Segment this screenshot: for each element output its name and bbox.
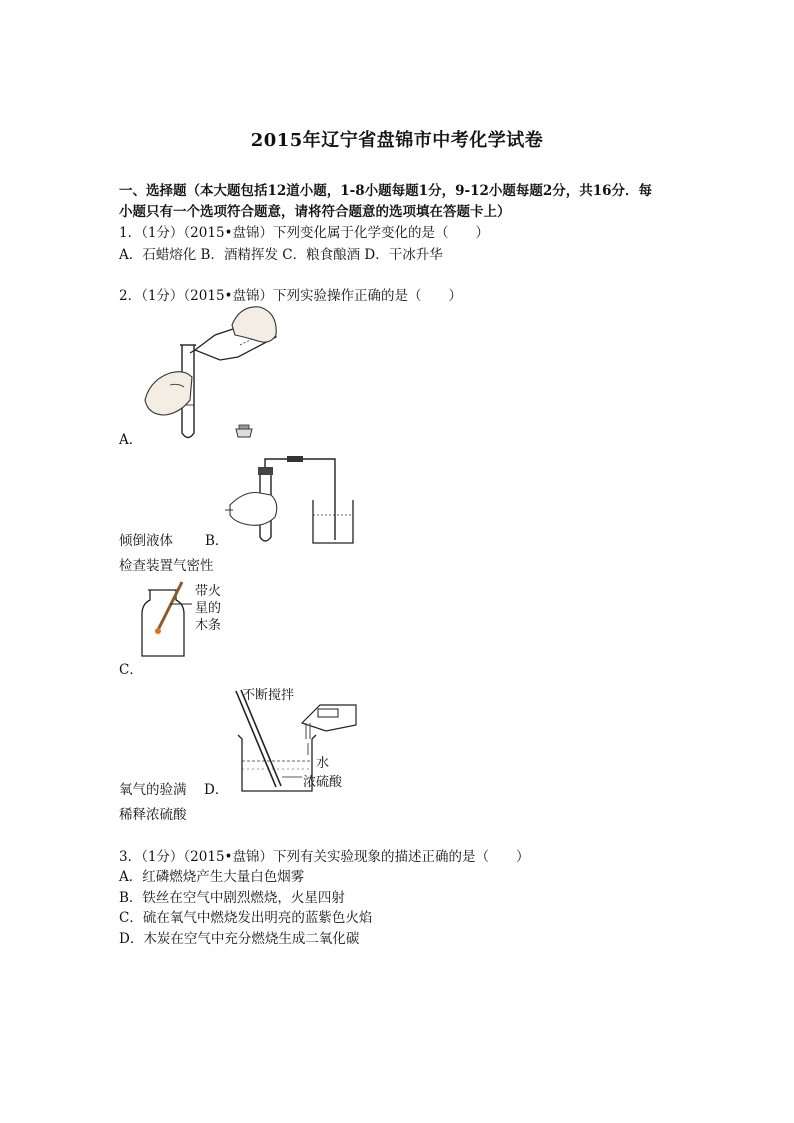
pouring-liquid-figure: [140, 305, 280, 445]
q2-stem: 2．（1分）（2015•盘锦）下列实验操作正确的是（ ）: [119, 288, 462, 304]
d-label-water: 水: [316, 756, 330, 771]
q1-stem: 1．（1分）（2015•盘锦）下列变化属于化学变化的是（ ）: [119, 225, 489, 241]
q2-option-c-letter: C．: [119, 662, 143, 678]
c-label-line3: 木条: [195, 618, 222, 633]
q3-stem: 3．（1分）（2015•盘锦）下列有关实验现象的描述正确的是（ ）: [119, 849, 530, 865]
c-label-line2: 星的: [195, 601, 222, 616]
d-label-acid: 浓硫酸: [303, 775, 343, 790]
d-label-stir: 不断搅拌: [242, 688, 295, 703]
q3-option-d: D．木炭在空气中充分燃烧生成二氧化碳: [119, 931, 360, 947]
q3-option-b: B．铁丝在空气中剧烈燃烧，火星四射: [119, 890, 345, 906]
section-header-line1: 一、选择题（本大题包括12道小题，1-8小题每题1分，9-12小题每题2分，共16分．每: [119, 183, 653, 199]
c-label-line1: 带火: [195, 584, 222, 599]
airtightness-check-figure: [225, 455, 365, 550]
section-header-line2: 小题只有一个选项符合题意，请将符合题意的选项填在答题卡上）: [119, 204, 511, 220]
q1-options: A．石蜡熔化 B．酒精挥发 C．粮食酿酒 D．干冰升华: [119, 247, 443, 263]
q2-option-d-caption: 稀释浓硫酸: [119, 807, 187, 823]
oxygen-test-figure: [140, 580, 200, 658]
q2-option-b-letter: B．: [205, 533, 229, 549]
q3-option-a: A．红磷燃烧产生大量白色烟雾: [119, 869, 305, 885]
q2-option-d-letter: D．: [204, 782, 229, 798]
q3-option-c: C．硫在氧气中燃烧发出明亮的蓝紫色火焰: [119, 910, 373, 926]
q2-option-b-caption: 检查装置气密性: [119, 558, 214, 574]
q2-option-a-caption: 倾倒液体: [119, 533, 173, 549]
page-title: 2015年辽宁省盘锦市中考化学试卷: [250, 130, 544, 151]
q2-option-a-letter: A．: [119, 432, 143, 448]
q2-option-c-caption: 氧气的验满: [119, 782, 187, 798]
